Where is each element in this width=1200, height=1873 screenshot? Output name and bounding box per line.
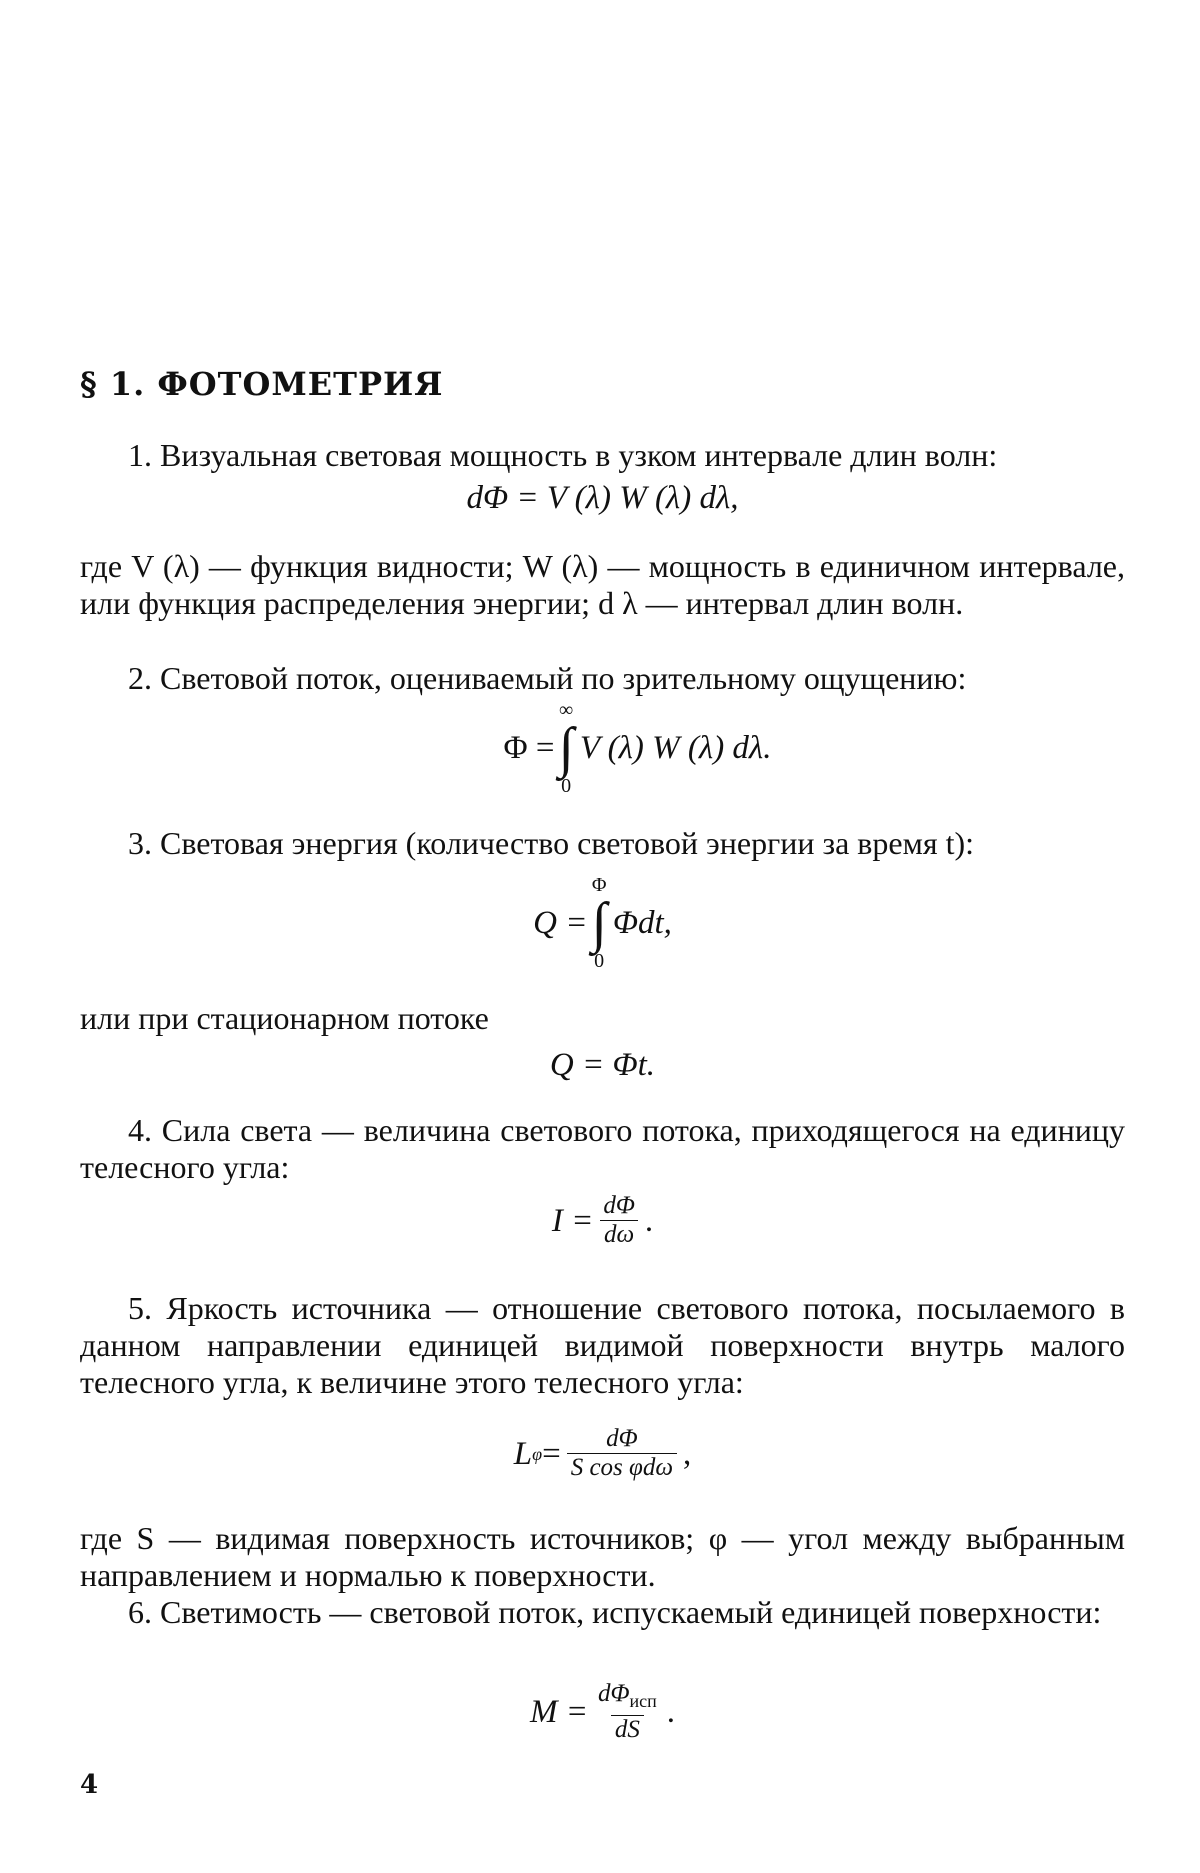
formula-intensity bbox=[80, 1192, 1125, 1249]
formula-lhs-subscript: φ bbox=[532, 1443, 543, 1464]
fraction-numerator-subscript: исп bbox=[629, 1691, 657, 1711]
fraction bbox=[599, 1192, 639, 1249]
paragraph-6: 6. Светимость — световой поток, испускаемый единицей поверхности: bbox=[128, 1594, 1102, 1630]
formula-visual-power: dΦ = V (λ) W (λ) dλ, bbox=[466, 480, 739, 516]
formula-luminous-energy bbox=[80, 875, 1125, 971]
integral-lower-limit: 0 bbox=[594, 950, 605, 972]
paragraph-1-where: где V (λ) — функция видности; W (λ) — мощность в единичном интервале, или функция распределения энергии; d λ — интервал длин волн. bbox=[80, 548, 1125, 621]
paragraph-3: 3. Световая энергия (количество световой энергии за время t): bbox=[128, 825, 974, 861]
integral-lower-limit: 0 bbox=[561, 775, 572, 797]
fraction-denominator: S cos φdω bbox=[567, 1453, 677, 1482]
formula-end: , bbox=[683, 1435, 692, 1472]
fraction bbox=[594, 1680, 661, 1744]
fraction-numerator: dΦ bbox=[603, 1192, 635, 1219]
page-number: 4 bbox=[80, 1770, 99, 1800]
formula-luminosity bbox=[80, 1680, 1125, 1744]
paragraph-5: 5. Яркость источника — отношение светового потока, посылаемого в данном направлении единицей видимой поверхности внутрь малого телесного угла, к величине этого телесного угла: bbox=[80, 1290, 1125, 1400]
integral-upper-limit: Φ bbox=[591, 874, 607, 896]
integral-upper-limit: ∞ bbox=[559, 699, 574, 721]
fraction-numerator: dΦ bbox=[606, 1425, 638, 1452]
formula-integrand: V (λ) W (λ) dλ. bbox=[579, 730, 772, 766]
integral-sign: Φ ∫ 0 bbox=[591, 874, 607, 972]
section-heading: § 1. ФОТОМЕТРИЯ bbox=[80, 365, 444, 403]
formula-lhs: M = bbox=[529, 1694, 588, 1730]
formula-lhs: Q = bbox=[533, 905, 588, 941]
fraction-numerator bbox=[594, 1680, 661, 1715]
formula-lhs: L bbox=[513, 1435, 533, 1472]
formula-end: . bbox=[644, 1202, 654, 1239]
integral-sign: ∞ ∫ 0 bbox=[558, 699, 574, 797]
paragraph-1: 1. Визуальная световая мощность в узком интервале длин волн: bbox=[128, 437, 998, 473]
paragraph-3-or: или при стационарном потоке bbox=[80, 1000, 489, 1036]
fraction-denominator: dS bbox=[611, 1715, 644, 1744]
formula-lhs: I = bbox=[551, 1202, 594, 1239]
fraction-numerator-main: dΦ bbox=[597, 1680, 630, 1707]
formula-end: . bbox=[666, 1694, 676, 1730]
fraction-denominator: dω bbox=[600, 1220, 638, 1249]
formula-luminous-flux bbox=[115, 700, 1160, 796]
fraction bbox=[567, 1425, 677, 1482]
formula-integrand: Φdt, bbox=[612, 905, 672, 941]
paragraph-5-where: где S — видимая поверхность источников; φ — угол между выбранным направлением и нормалью к поверхности. bbox=[80, 1520, 1125, 1593]
formula-lhs: Φ = bbox=[503, 730, 555, 766]
paragraph-2: 2. Световой поток, оцениваемый по зрительному ощущению: bbox=[128, 660, 967, 696]
formula-brightness bbox=[80, 1425, 1125, 1482]
paragraph-4: 4. Сила света — величина светового потока, приходящегося на единицу телесного угла: bbox=[80, 1112, 1125, 1185]
formula-equals: = bbox=[542, 1435, 561, 1472]
page bbox=[80, 0, 1125, 1873]
formula-stationary: Q = Φt. bbox=[549, 1047, 656, 1083]
